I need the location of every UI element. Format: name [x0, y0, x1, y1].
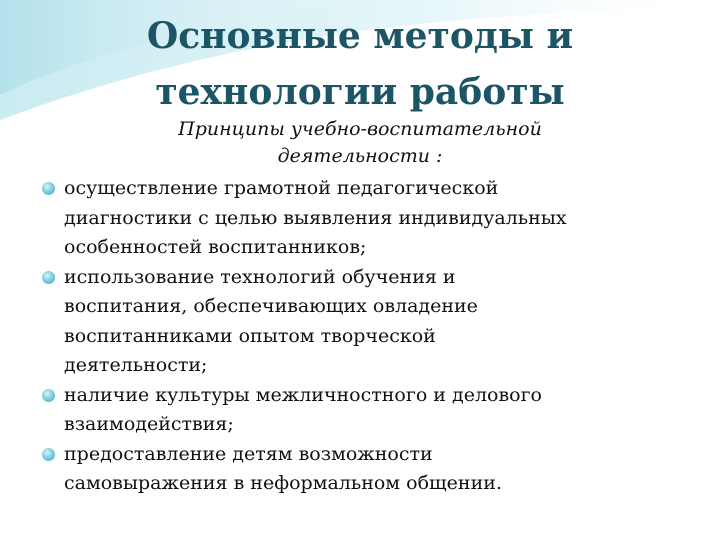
bullet-line: воспитанниками опытом творческой	[64, 324, 436, 347]
bullet-item	[40, 440, 700, 499]
slide-title-line1: Основные методы и	[146, 15, 574, 57]
circle-bullet-icon	[42, 448, 55, 461]
slide-subtitle	[100, 116, 620, 170]
slide-title	[80, 8, 640, 120]
circle-bullet-icon	[42, 182, 55, 195]
slide-title-line2: технологии работы	[155, 71, 565, 113]
bullet-line: использование технологий обучения и	[64, 265, 456, 288]
bullet-line: взаимодействия;	[64, 413, 234, 435]
circle-bullet-icon	[42, 271, 55, 284]
bullet-item	[40, 381, 700, 440]
bullet-line: воспитания, обеспечивающих овладение	[64, 295, 478, 317]
bullet-item	[40, 263, 700, 381]
bullet-line: предоставление детям возможности	[64, 442, 433, 465]
circle-bullet-icon	[42, 389, 55, 402]
bullet-item	[40, 174, 700, 263]
bullet-line: особенностей воспитанников;	[64, 236, 367, 258]
slide-subtitle-line1: Принципы учебно-воспитательной	[178, 118, 542, 140]
bullet-line: наличие культуры межличностного и делового	[64, 383, 542, 406]
bullet-line: диагностики с целью выявления индивидуальных	[64, 206, 567, 229]
bullet-list	[40, 174, 700, 499]
bullet-line: деятельности;	[64, 354, 208, 376]
slide-subtitle-line2: деятельности :	[277, 145, 443, 167]
bullet-line: осуществление грамотной педагогической	[64, 177, 499, 199]
bullet-line: самовыражения в неформальном общении.	[64, 472, 502, 494]
